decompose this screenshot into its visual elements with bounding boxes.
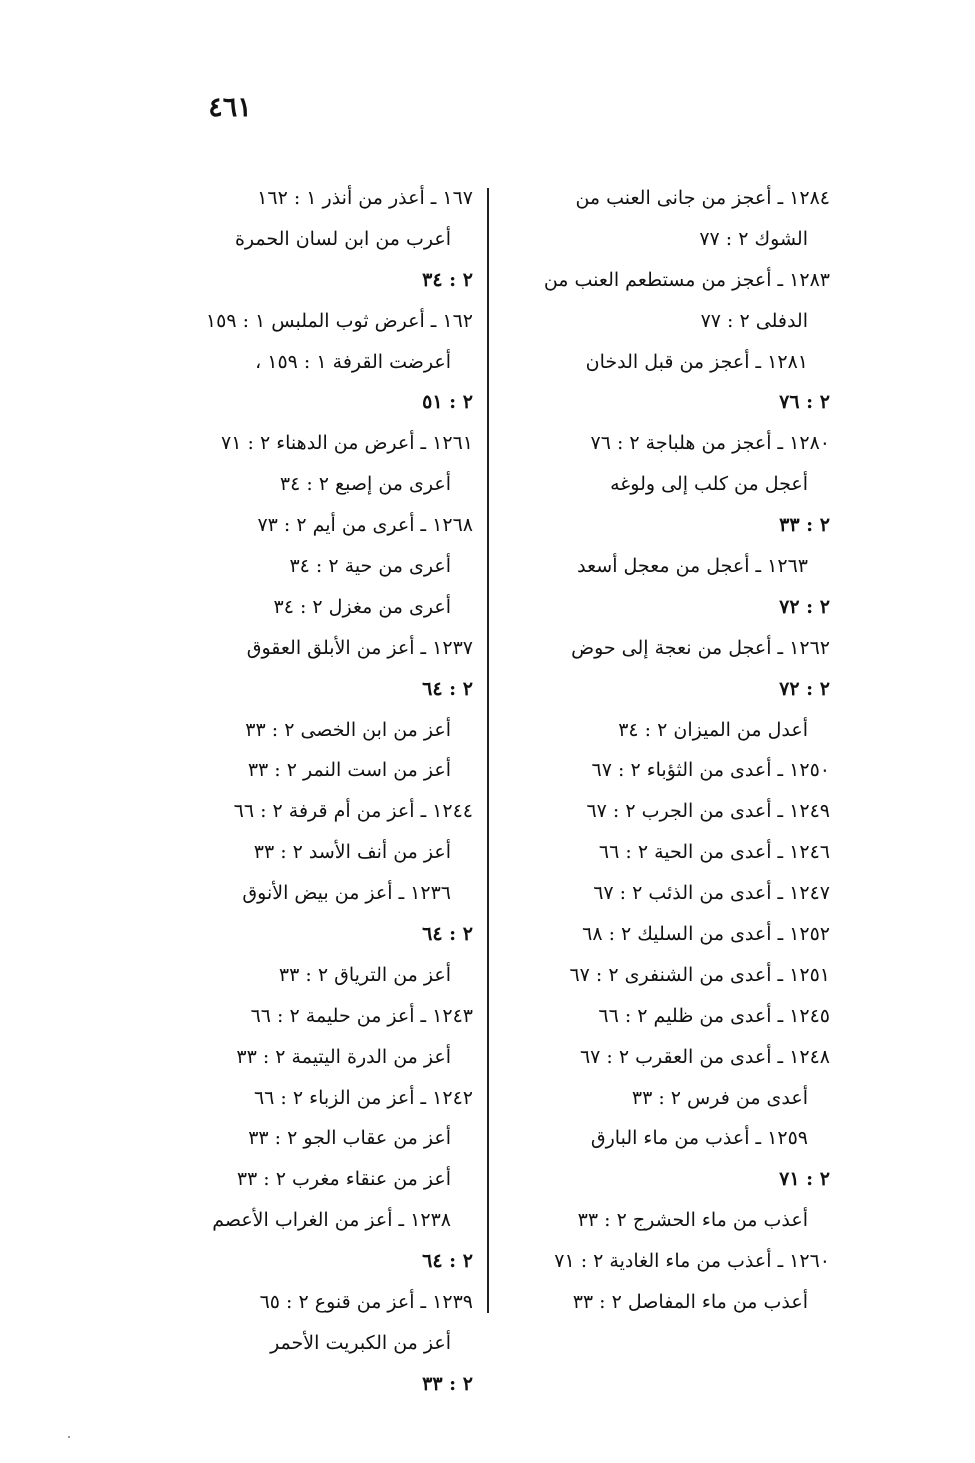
index-entry: أعدل من الميزان ٢ : ٣٤ [618,718,808,741]
index-entry: ١٢٣٦ ـ أعز من بيض الأنوق [242,882,451,905]
index-entry: أعز من عقاب الجو ٢ : ٣٣ [248,1127,451,1150]
index-entry: أعذب من ماء المفاصل ٢ : ٣٣ [572,1291,808,1314]
index-entry: ١٢٥١ ـ أعدى من الشنفرى ٢ : ٦٧ [569,963,830,986]
scan-speck [68,1436,70,1438]
entry-reference: ٢ : ٣٣ [422,1372,473,1395]
index-entry: أعز من عنقاء مغرب ٢ : ٣٣ [236,1168,451,1191]
right-column [525,178,830,1323]
index-entry: ١٢٤٧ ـ أعدى من الذئب ٢ : ٦٧ [593,882,830,905]
index-entry: أعدى من فرس ٢ : ٣٣ [631,1086,808,1109]
entry-reference: ٢ : ٧٢ [779,677,830,700]
index-entry: ١٢٣٧ ـ أعز من الأبلق العقوق [246,636,473,659]
index-entry: ١٢٤٣ ـ أعز من حليمة ٢ : ٦٦ [250,1004,473,1027]
index-entry: ١٢٤٨ ـ أعدى من العقرب ٢ : ٦٧ [579,1045,830,1068]
index-entry: ١٢٥٩ ـ أعذب من ماء البارق [590,1127,808,1150]
index-entry: أعرى من إصبع ٢ : ٣٤ [279,473,451,496]
entry-continuation: الدفلى ٢ : ٧٧ [700,309,808,332]
index-entry: ١٢٦٠ ـ أعذب من ماء الغادية ٢ : ٧١ [554,1250,830,1273]
index-entry: ١٢٨١ ـ أعجز من قبل الدخان [585,350,808,373]
index-entry: أعز من ابن الخصى ٢ : ٣٣ [245,718,451,741]
index-entry: ١٢٨٠ ـ أعجز من هلباجة ٢ : ٧٦ [590,432,830,455]
index-entry: ١٢٦١ ـ أعرض من الدهناء ٢ : ٧١ [221,432,473,455]
index-entry: ١٢٥٠ ـ أعدى من الثؤباء ٢ : ٦٧ [591,759,830,782]
page-number: ٤٦١ [208,92,252,123]
index-entry: ١٢٣٩ ـ أعز من قنوع ٢ : ٦٥ [259,1291,473,1314]
index-entry: ١٢٤٥ ـ أعدى من ظليم ٢ : ٦٦ [598,1004,830,1027]
index-entry: أعز من أنف الأسد ٢ : ٣٣ [253,841,451,864]
index-entry: ١٢٨٤ ـ أعجز من جانى العنب من [575,187,830,209]
index-entry: ١٢٦٣ ـ أعجل من معجل أسعد [577,555,808,578]
index-entry: ١٢٣٨ ـ أعز من الغراب الأعصم [212,1209,451,1232]
index-entry: ١٢٤٤ ـ أعز من أم قرفة ٢ : ٦٦ [233,800,473,823]
entry-reference: ٢ : ٧١ [779,1168,830,1191]
index-entry: ١٢٦٢ ـ أعجل من نعجة إلى حوض [571,636,830,659]
index-entry: أعز من الترياق ٢ : ٣٣ [278,963,451,986]
index-entry: ١٦٧ ـ أعذر من أنذر ١ : ١٦٢ [257,187,473,209]
index-entry: أعز من الدرة اليتيمة ٢ : ٣٣ [236,1045,451,1068]
entry-reference: ٢ : ٣٣ [779,514,830,537]
index-entry: ١٢٤٩ ـ أعدى من الجرب ٢ : ٦٧ [586,800,830,823]
index-entry: ١٢٤٢ ـ أعز من الزباء ٢ : ٦٦ [253,1086,473,1109]
entry-reference: ٢ : ٦٤ [422,677,473,700]
index-entry: أعرضت القرفة ١ : ١٥٩ ، [255,350,451,373]
entry-continuation: الشوك ٢ : ٧٧ [699,227,808,250]
entry-reference: ٢ : ٣٤ [422,268,473,291]
index-entry: أعرى من مغزل ٢ : ٣٤ [273,595,451,618]
index-entry: أعز من است النمر ٢ : ٣٣ [247,759,451,782]
entry-reference: ٢ : ٦٤ [422,1250,473,1273]
index-entry: ١٢٦٨ ـ أعرى من أيم ٢ : ٧٣ [257,514,473,537]
entry-reference: ٢ : ٧٦ [779,391,830,414]
index-entry: ١٢٥٢ ـ أعدى من السليك ٢ : ٦٨ [582,923,830,946]
index-entry: أعذب من ماء الحشرج ٢ : ٣٣ [577,1209,808,1232]
column-divider [487,188,489,1313]
index-entry: أعز من الكبريت الأحمر [270,1331,451,1354]
entry-reference: ٢ : ٥١ [422,391,473,414]
index-entry: أعرى من حية ٢ : ٣٤ [289,555,451,578]
entry-reference: ٢ : ٧٢ [779,595,830,618]
left-column [168,178,473,1405]
entry-reference: ٢ : ٦٤ [422,923,473,946]
index-entry: ١٢٤٦ ـ أعدى من الحية ٢ : ٦٦ [598,841,830,864]
index-entry: أعرب من ابن لسان الحمرة [234,227,451,250]
index-entry: ١٦٢ ـ أعرض ثوب الملبس ١ : ١٥٩ [205,309,473,332]
index-entry: أعجل من كلب إلى ولوغه [610,473,808,496]
index-entry: ١٢٨٣ ـ أعجز من مستطعم العنب من [543,268,830,291]
